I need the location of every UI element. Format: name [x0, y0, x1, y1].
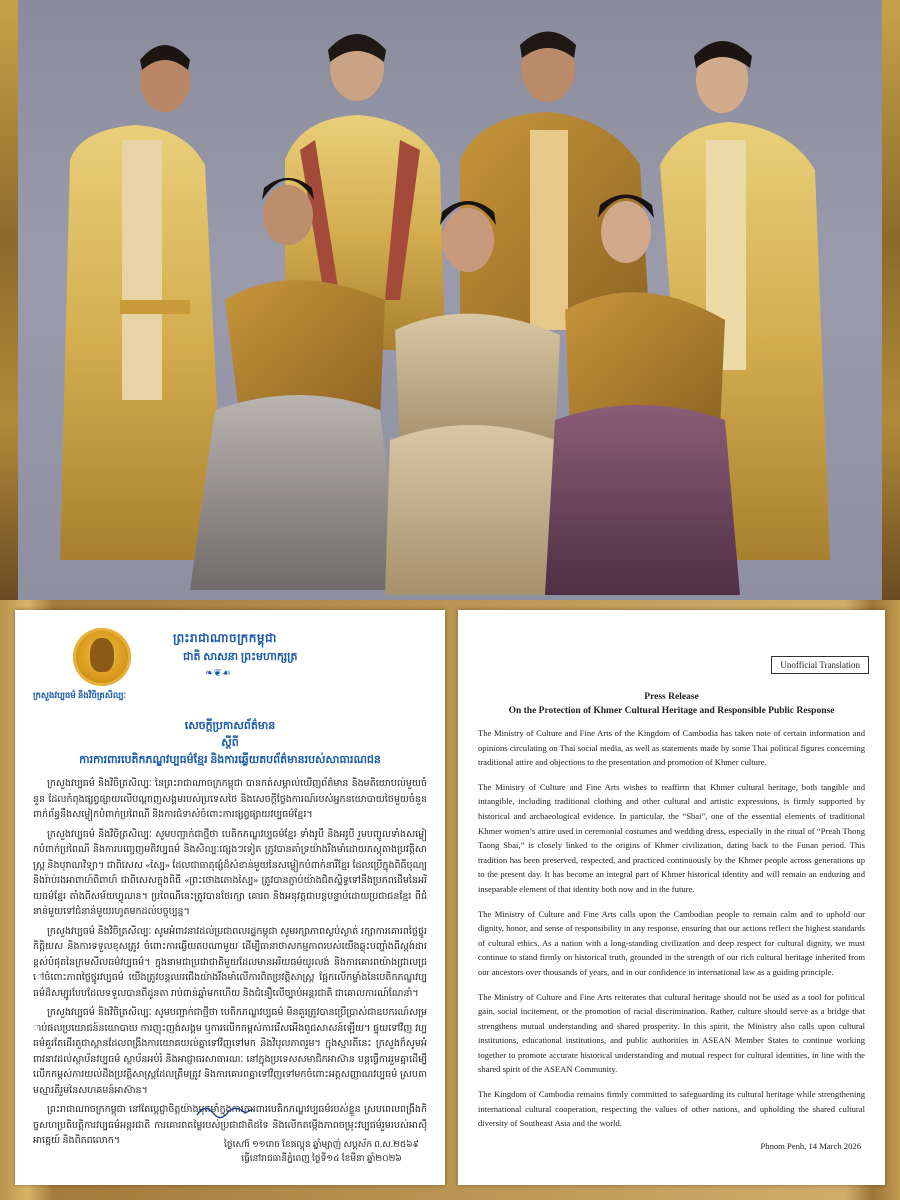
khmer-paragraph: ក្រសួងវប្បធម៌ និងវិចិត្រសិល្បៈ នៃព្រះរាជាណាចក្រកម្ពុជា បានកត់សម្គាល់ឃើញព័ត៌មាន និងមតិយោបល់មួយចំនួន ដែលកំពុងផ្សព្វផ្សាយលើបណ្តាញសង្គមរបស់ប្រទេសថៃ និងសេចក្តីថ្លែងការណ៍របស់អ្នកនយោបាយថៃមួយចំនួន ពាក់ព័ន្ធនឹងសម្លៀកបំពាក់ប្រពៃណី និងការជំទាស់ចំពោះការផ្សព្វផ្សាយវប្បធម៌ខ្មែរ។ — [33, 779, 427, 820]
khmer-paragraph: ក្រសួងវប្បធម៌ និងវិចិត្រសិល្បៈ សូមបញ្ជាក់ជាថ្មីថា បេតិកភណ្ឌវប្បធម៌ខ្មែរ ទាំងរូបី និងអរូបី រួមបញ្ចូលទាំងសម្លៀកបំពាក់ប្រពៃណី និងការបញ្ចេញមតិវប្បធម៌ និងសិល្បៈផ្សេងៗទៀត ត្រូវបានគាំទ្រយ៉ាងរឹងមាំដោយភស្តុតាងប្រវត្តិសាស្ត្រ និងបុរាណវិទ្យា។ ជាពិសេស «ស្បៃ» ដែលជាធាតុផ្សំដ៏សំខាន់មួយនៃសម្លៀកបំពាក់នារីខ្មែរ ដែលប្រើក្នុងពិធីបុណ្យ និងរ៉ាប់រងអាពាហ៍ពិពាហ៍ ជាពិសេសក្នុងពិធី «ព្រះថោងតោងស្បៃ» ត្រូវបានភ្ជាប់យ៉ាងជិតស្និទ្ធទៅនឹងប្រភពដើមនៃអរិយធម៌ខ្មែរ តាំងពីសម័យហ្វូណន។ ប្រពៃណីនេះត្រូវបានថែរក្សា គោរព និងអនុវត្តជាបន្តបន្ទាប់ដោយប្រជាជនខ្មែរ ពីជំនាន់មួយទៅជំនាន់មួយរហូតមកដល់បច្ចុប្បន្ន។ — [33, 829, 427, 917]
khmer-place-date: ធ្វើនៅរាជធានីភ្នំពេញ ថ្ងៃទី១៤ ខែមីនា ឆ្នាំ២០២៦ — [241, 1153, 402, 1163]
ministry-name: ក្រសួងវប្បធម៌ និងវិចិត្រសិល្បៈ — [33, 690, 127, 700]
english-place-date: Phnom Penh, 14 March 2026 — [760, 1140, 861, 1151]
english-paragraph: The Ministry of Culture and Fine Arts wishes to reaffirm that Khmer cultural heritage, both tangible and intangible, including traditional clothing and other cultural and artistic expressions, is firmly supported by historical and archaeological evidence. In particular, the “Sbai”, one of the essential elements of traditional Khmer women’s attire used in ceremonial costumes and wedding dress, especially in the ritual of “Preah Thong Taong Sbai,” is closely linked to the origins of Khmer civilization, dating back to the Funan period. This tradition has been preserved, respected, and practiced continuously by the Khmer people across generations up to the present day. It has become an integral part of Khmer historical identity and will remain an enduring and inseparable element of that identity both now and in the future. — [478, 781, 865, 894]
english-body — [478, 726, 865, 1131]
khmer-title-line: សេចក្តីប្រកាសព័ត៌មាន — [184, 720, 276, 732]
ministry-emblem-icon — [73, 628, 131, 686]
khmer-title — [33, 718, 427, 769]
khmer-paragraph: ព្រះរាជាណាចក្រកម្ពុជា នៅតែប្តេជ្ញាចិត្តយ៉ាងមុតមាំក្នុងការការពារបេតិកភណ្ឌវប្បធម៌របស់ខ្លួន ស្របពេលពង្រឹងកិច្ចសហប្រតិបត្តិការវប្បធម៌អន្តរជាតិ ការគោរពតម្លៃរបស់ប្រជាជាតិដទៃ និងលើកតម្កើងភាពចម្រុះវប្បធម៌រួមរបស់អាស៊ីអាគ្នេយ៍ និងពិភពលោក។ — [33, 1105, 427, 1146]
english-title-line: Press Release — [644, 692, 699, 702]
khmer-title-line: ការការពារបេតិកភណ្ឌវប្បធម៌ខ្មែរ និងការឆ្លើយតបព័ត៌មានរបស់សាធារណជន — [79, 754, 381, 766]
english-paragraph: The Kingdom of Cambodia remains firmly committed to safeguarding its cultural heritage while strengthening international cultural cooperation, respecting the values of other nations, and upholding the shared cultural diversity of Southeast Asia and the world. — [478, 1089, 865, 1129]
english-paragraph: The Ministry of Culture and Fine Arts of the Kingdom of Cambodia has taken note of certain information and opinions circulating on Thai social media, as well as statements made by some Thai political figures concerning traditional attire and objections to the presentation and promotion of Khmer culture. — [478, 728, 865, 768]
khmer-lunar-date: ថ្ងៃសៅរ៍ ១១រោច ខែផល្គុន ឆ្នាំម្សាញ់ សប្តស័ក ព.ស.២៥៦៩ — [224, 1139, 419, 1149]
kingdom-name: ព្រះរាជាណាចក្រកម្ពុជា — [173, 631, 277, 645]
khmer-letterhead — [33, 624, 427, 712]
english-paragraph: The Ministry of Culture and Fine Arts calls upon the Cambodian people to remain calm and to uphold our dignity, honor, and sense of responsibility in any response, ensuring that our actions reflect the highest standards of cultural ethics. As a nation with a long-standing civilization and deep respect for cultural dignity, we must continue to stand firmly on historical truth, grounded in the strength of our rich cultural heritage inherited from our ancestors over thousands of years, and in our confidence in international law as a guiding principle. — [478, 908, 865, 977]
khmer-title-line: ស្តីពី — [221, 737, 239, 749]
man-3 — [460, 32, 650, 331]
english-press-release — [458, 610, 885, 1185]
khmer-press-release — [15, 610, 445, 1185]
english-title-line: On the Protection of Khmer Cultural Heritage and Responsible Public Response — [508, 706, 835, 716]
khmer-date-block — [224, 1137, 419, 1165]
unofficial-translation-label: Unofficial Translation — [771, 656, 869, 674]
khmer-paragraph: ក្រសួងវប្បធម៌ និងវិចិត្រសិល្បៈ សូមបញ្ជាក់ជាថ្មីថា បេតិកភណ្ឌវប្បធម៌ មិនគួរត្រូវបានប្រើប្រាស់ជាឧបករណ៍សម្រាប់ផលប្រយោជន៍នយោបាយ ការញុះញង់សង្គម ឬការលើកកម្ពស់ការរើសអើងពូជសាសន៍ឡើយ។ ផ្ទុយទៅវិញ វប្បធម៌គួរតែដើរតួជាស្ពានដែលពង្រឹងការយោគយល់គ្នាទៅវិញទៅមក និងវិបុលភាពរួម។ ក្នុងស្មារតីនេះ ក្រសួងក៏សូមអំពាវនាវដល់ស្ថាប័នវប្បធម៌ ស្ថាប័នអប់រំ និងអាជ្ញាធរសាធារណៈ នៅក្នុងប្រទេសសមាជិកអាស៊ាន បន្តធ្វើការរួមគ្នាដើម្បីលើកកម្ពស់ការយល់ដឹងប្រវត្តិសាស្ត្រដែលត្រឹមត្រូវ និងការគោរពគ្នាទៅវិញទៅមកចំពោះអត្តសញ្ញាណវប្បធម៌ ស្របតាមស្មារតីរួមនៃសហគមន៍អាស៊ាន។ — [33, 1008, 427, 1096]
signature-icon — [195, 1101, 255, 1121]
khmer-paragraph: ក្រសួងវប្បធម៌ និងវិចិត្រសិល្បៈ សូមអំពាវនាវដល់ប្រជាពលរដ្ឋកម្ពុជា សូមរក្សាភាពស្ងប់ស្ងាត់ រក្សាការគោរពថ្លៃថ្នូរ កិត្តិយស និងការទទួលខុសត្រូវ ចំពោះការឆ្លើយតបណាមួយ ដើម្បីធានាថាសកម្មភាពរបស់យើងឆ្លុះបញ្ចាំងពីស្តង់ដារខ្ពស់បំផុតនៃក្រមសីលធម៌វប្បធម៌។ ក្នុងនាមជាប្រជាជាតិមួយដែលមានអរិយធម៌យូរលង់ និងការគោរពយ៉ាងជ្រាលជ្រៅចំពោះភាពថ្លៃថ្នូរវប្បធម៌ យើងត្រូវបន្តឈរជើងយ៉ាងរឹងមាំលើការពិតប្រវត្តិសាស្ត្រ ផ្អែកលើកម្លាំងនៃបេតិកភណ្ឌវប្បធម៌ដ៏សម្បូរបែបដែលទទួលបានពីដូនតា រាប់ពាន់ឆ្នាំមកហើយ និងជំនឿលើច្បាប់អន្តរជាតិ ជាគោលការណ៍ណែនាំ។ — [33, 926, 427, 999]
english-title — [478, 690, 865, 718]
ornament-divider: ❧❦☙ — [205, 668, 231, 679]
khmer-body — [33, 777, 427, 1150]
man-1 — [60, 45, 225, 560]
national-motto: ជាតិ សាសនា ព្រះមហាក្សត្រ — [183, 651, 298, 663]
english-paragraph: The Ministry of Culture and Fine Arts reiterates that cultural heritage should not be used as a tool for political gain, social incitement, or the promotion of racial discrimination. Rather, culture should serve as a bridge that strengthens mutual understanding and shared prosperity. In this spirit, the Ministry also calls upon cultural institutions, educational institutions, and public authorities in ASEAN Member States to continue working together to promote accurate historical understanding and mutual respect for cultural identities, in line with the shared spirit of the ASEAN Community. — [478, 991, 865, 1075]
